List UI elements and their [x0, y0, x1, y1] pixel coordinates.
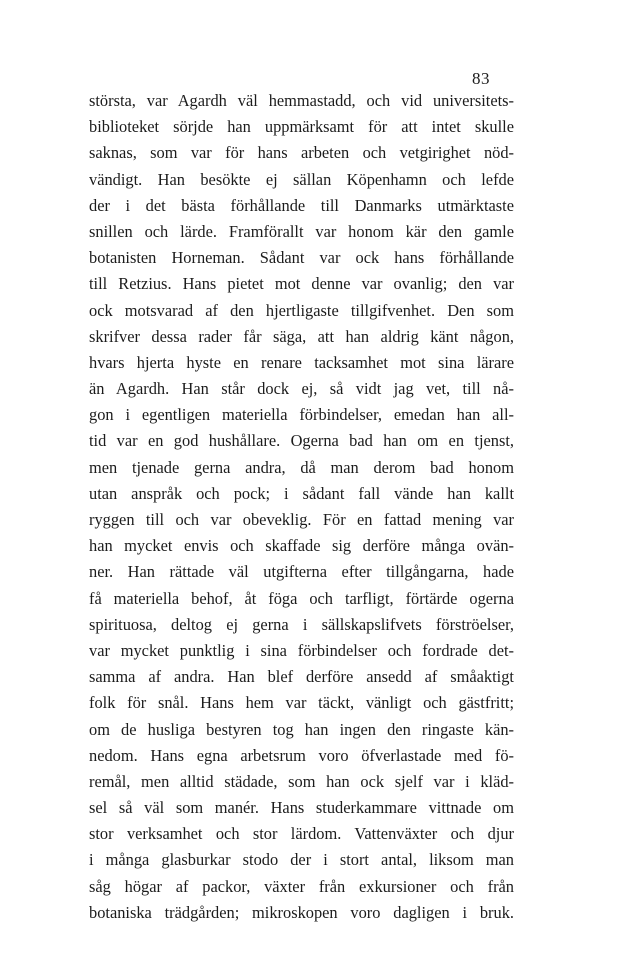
text-line: gon i egentligen materiella förbindelser, emedan han all- [89, 405, 514, 425]
text-line: var mycket punktlig i sina förbindelser och fordrade det- [89, 640, 514, 660]
text-line: saknas, som var för hans arbeten och vetgirighet nöd- [89, 143, 514, 163]
text-line: utan anspråk och pock; i sådant fall vände han kallt [89, 483, 514, 503]
text-line: till Retzius. Hans pietet mot denne var ovanlig; den var [89, 274, 514, 294]
text-line: få materiella behof, åt föga och tarfligt, förtärde ogerna [89, 588, 514, 608]
text-line: han mycket envis och skaffade sig derföre många ovän- [89, 536, 514, 556]
page-number: 83 [472, 69, 490, 88]
text-line: biblioteket sörjde han uppmärksamt för att intet skulle [89, 117, 514, 137]
text-line: om de husliga bestyren tog han ingen den ringaste kän- [89, 719, 514, 739]
body-text [89, 88, 514, 926]
text-line: men tjenade gerna andra, då man derom bad honom [89, 457, 514, 477]
text-line: samma af andra. Han blef derföre ansedd af småaktigt [89, 667, 514, 687]
text-line: än Agardh. Han står dock ej, så vidt jag vet, till nå- [89, 379, 514, 399]
text-line: nedom. Hans egna arbetsrum voro öfverlastade med fö- [89, 745, 514, 765]
text-line: sel så väl som manér. Hans studerkammare vittnade om [89, 798, 514, 818]
text-line: största, var Agardh väl hemmastadd, och vid universitets- [89, 91, 514, 110]
text-line: ner. Han rättade väl utgifterna efter tillgångarna, hade [89, 562, 514, 582]
text-line: hvars hjerta hyste en renare tacksamhet mot sina lärare [89, 352, 514, 372]
text-line: ock motsvarad af den hjertligaste tillgifvenhet. Den som [89, 300, 514, 320]
text-line: botanisten Horneman. Sådant var ock hans förhållande [89, 248, 514, 268]
text-line: stor verksamhet och stor lärdom. Vattenväxter och djur [89, 824, 514, 844]
text-line: der i det bästa förhållande till Danmarks utmärktaste [89, 195, 514, 215]
text-line: ryggen till och var obeveklig. För en fattad mening var [89, 510, 514, 529]
text-line: tid var en god hushållare. Ogerna bad han om en tjenst, [89, 431, 514, 451]
text-line: folk för snål. Hans hem var täckt, vänligt och gästfritt; [89, 693, 514, 713]
text-line: botaniska trädgården; mikroskopen voro dagligen i bruk. [89, 902, 514, 922]
text-line: i många glasburkar stodo der i stort antal, liksom man [89, 850, 514, 870]
text-line: såg högar af packor, växter från exkursioner och från [89, 876, 514, 896]
text-line: snillen och lärde. Framförallt var honom kär den gamle [89, 221, 514, 241]
text-line: skrifver dessa rader får säga, att han aldrig känt någon, [89, 326, 514, 346]
text-line: spirituosa, deltog ej gerna i sällskapslifvets förströelser, [89, 614, 514, 634]
text-line: remål, men alltid städade, som han ock sjelf var i kläd- [89, 771, 514, 791]
text-line: vändigt. Han besökte ej sällan Köpenhamn och lefde [89, 169, 514, 189]
